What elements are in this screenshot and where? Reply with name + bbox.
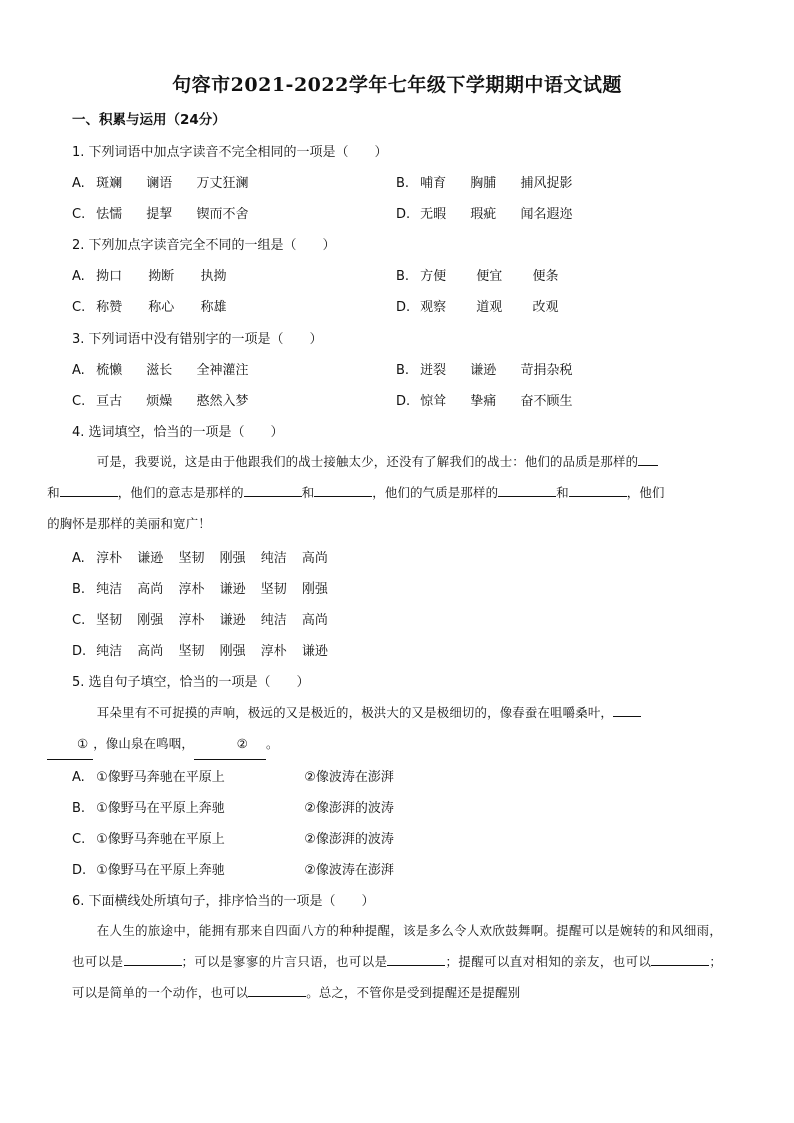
fill-blank[interactable] xyxy=(569,482,627,497)
option-word: 怯懦 xyxy=(96,207,123,222)
passage-text: 在人生的旅途中，能拥有那来自四面八方的种种提醒，该是多么令人欢欣鼓舞啊。提醒可以是婉转的和风细雨，也可以是 xyxy=(72,923,722,969)
q4-option-a[interactable] xyxy=(72,547,348,566)
option-word: 淳朴 xyxy=(178,613,205,628)
q1-option-c[interactable] xyxy=(72,203,268,222)
option-word: 高尚 xyxy=(137,644,164,659)
q1-option-d[interactable] xyxy=(396,203,592,222)
section-heading: 一、积累与运用（24分） xyxy=(72,112,226,128)
option-word: 纯洁 xyxy=(96,644,123,659)
option-letter: D. xyxy=(396,394,411,409)
option-clause-1: ①像野马在平原上奔驰 xyxy=(96,863,225,878)
option-word: 亘古 xyxy=(96,394,123,409)
passage-text: 。总之，不管你是受到提醒还是提醒别 xyxy=(306,985,521,1000)
q4-passage xyxy=(47,446,722,539)
option-word: 坚韧 xyxy=(260,582,287,597)
option-word: 滋长 xyxy=(146,363,173,378)
option-clause-2: ②像波涛在澎湃 xyxy=(304,770,394,785)
option-word: 捕风捉影 xyxy=(520,176,573,191)
option-word: 道观 xyxy=(476,300,503,315)
option-letter: B. xyxy=(396,176,410,191)
option-word: 谦逊 xyxy=(301,644,328,659)
q5-option-d[interactable] xyxy=(72,859,394,878)
passage-text: 和 xyxy=(47,485,60,500)
option-word: 高尚 xyxy=(301,613,328,628)
option-letter: C. xyxy=(72,207,86,222)
option-letter: D. xyxy=(72,863,87,878)
option-letter: A. xyxy=(72,363,85,378)
q3-option-c[interactable] xyxy=(72,390,268,409)
option-word: 刚强 xyxy=(219,644,246,659)
q5-option-b[interactable] xyxy=(72,797,394,816)
blank-number-1[interactable] xyxy=(47,728,93,760)
q2-option-d[interactable] xyxy=(396,296,578,315)
option-word: 坚韧 xyxy=(96,613,123,628)
option-word: 谦逊 xyxy=(470,363,497,378)
option-word: 坚韧 xyxy=(178,644,205,659)
passage-text: 和 xyxy=(301,485,315,500)
passage-text: ；可以是寥寥的片言只语，也可以是 xyxy=(181,954,388,969)
option-word: 坚韧 xyxy=(178,551,205,566)
fill-blank[interactable] xyxy=(638,451,658,466)
fill-blank[interactable] xyxy=(60,482,118,497)
question-2-stem: 2. 下列加点字读音完全不同的一组是（ ） xyxy=(72,238,336,253)
option-word: 刚强 xyxy=(301,582,328,597)
option-word: 高尚 xyxy=(137,582,164,597)
passage-text: 和 xyxy=(556,485,569,500)
fill-blank[interactable] xyxy=(248,982,306,997)
option-letter: C. xyxy=(72,613,86,628)
option-word: 方便 xyxy=(420,269,447,284)
fill-blank[interactable] xyxy=(124,951,182,966)
option-word: 高尚 xyxy=(301,551,328,566)
option-word: 万丈狂澜 xyxy=(196,176,249,191)
question-3-stem: 3. 下列词语中没有错别字的一项是（ ） xyxy=(72,332,323,347)
option-word: 淳朴 xyxy=(178,582,205,597)
option-letter: A. xyxy=(72,176,85,191)
option-word: 淳朴 xyxy=(260,644,287,659)
question-4-stem: 4. 选词填空，恰当的一项是（ ） xyxy=(72,425,284,440)
option-clause-2: ②像澎湃的波涛 xyxy=(304,832,394,847)
option-word: 谦逊 xyxy=(219,582,246,597)
option-word: 谦逊 xyxy=(137,551,164,566)
page-title: 句容市2021-2022学年七年级下学期期中语文试题 xyxy=(172,74,622,96)
question-5-stem: 5. 选自句子填空，恰当的一项是（ ） xyxy=(72,675,310,690)
option-letter: B. xyxy=(72,801,86,816)
option-word: 斑斓 xyxy=(96,176,123,191)
passage-text: 。 xyxy=(265,736,279,751)
passage-text: ；提醒可以直对相知的亲友，也可以 xyxy=(445,954,652,969)
question-1-stem: 1. 下列词语中加点字读音不完全相同的一项是（ ） xyxy=(72,145,388,160)
q2-option-a[interactable] xyxy=(72,265,246,284)
q4-option-b[interactable] xyxy=(72,578,348,597)
passage-text: ，他们的意志是那样的 xyxy=(117,485,244,500)
option-clause-1: ①像野马奔驰在平原上 xyxy=(96,770,225,785)
blank-number-label: ② xyxy=(236,736,248,751)
option-word: 无暇 xyxy=(420,207,447,222)
passage-text: 耳朵里有不可捉摸的声响，极远的又是极近的，极洪大的又是极细切的，像春蚕在咀嚼桑叶， xyxy=(96,705,614,720)
q6-passage xyxy=(72,915,722,1008)
option-word: 惊耸 xyxy=(420,394,447,409)
option-word: 全神灌注 xyxy=(196,363,249,378)
q4-option-c[interactable] xyxy=(72,609,348,628)
option-word: 锲而不舍 xyxy=(196,207,249,222)
q1-option-a[interactable] xyxy=(72,172,268,191)
option-clause-2: ②像波涛在澎湃 xyxy=(304,863,394,878)
option-letter: B. xyxy=(396,363,410,378)
option-word: 便宜 xyxy=(476,269,503,284)
option-letter: C. xyxy=(72,394,86,409)
option-letter: B. xyxy=(72,582,86,597)
option-letter: D. xyxy=(396,207,411,222)
option-letter: D. xyxy=(72,644,87,659)
option-word: 拗断 xyxy=(148,269,175,284)
passage-text: 可是，我要说，这是由于他跟我们的战士接触太少，还没有了解我们的战士：他们的品质是那样的 xyxy=(96,454,639,469)
q3-option-d[interactable] xyxy=(396,390,592,409)
option-letter: B. xyxy=(396,269,410,284)
option-word: 烦燥 xyxy=(146,394,173,409)
option-word: 奋不顾生 xyxy=(520,394,573,409)
option-letter: A. xyxy=(72,269,85,284)
option-word: 刚强 xyxy=(219,551,246,566)
option-word: 梳懒 xyxy=(96,363,123,378)
fill-blank[interactable] xyxy=(314,482,372,497)
option-word: 谰语 xyxy=(146,176,173,191)
option-word: 观察 xyxy=(420,300,447,315)
q5-option-c[interactable] xyxy=(72,828,394,847)
option-word: 便条 xyxy=(532,269,559,284)
fill-blank[interactable] xyxy=(498,482,556,497)
option-word: 执拗 xyxy=(200,269,227,284)
passage-text: ，他们 xyxy=(626,485,665,500)
passage-text: 的胸怀是那样的美丽和宽广！ xyxy=(47,516,211,531)
option-clause-2: ②像澎湃的波涛 xyxy=(304,801,394,816)
option-word: 纯洁 xyxy=(96,582,123,597)
option-letter: A. xyxy=(72,770,85,785)
fill-blank[interactable] xyxy=(651,951,709,966)
passage-text: ，他们的气质是那样的 xyxy=(372,485,499,500)
option-word: 憨然入梦 xyxy=(196,394,249,409)
fill-blank[interactable] xyxy=(244,482,302,497)
option-clause-1: ①像野马奔驰在平原上 xyxy=(96,832,225,847)
q3-option-b[interactable] xyxy=(396,359,592,378)
q2-option-b[interactable] xyxy=(396,265,578,284)
option-word: 哺育 xyxy=(420,176,447,191)
option-letter: C. xyxy=(72,832,86,847)
option-letter: C. xyxy=(72,300,86,315)
q5-passage xyxy=(72,697,722,760)
option-word: 称心 xyxy=(148,300,175,315)
option-word: 刚强 xyxy=(137,613,164,628)
option-word: 瑕疵 xyxy=(470,207,497,222)
option-word: 迸裂 xyxy=(420,363,447,378)
option-word: 纯洁 xyxy=(260,551,287,566)
option-word: 称赞 xyxy=(96,300,123,315)
fill-blank[interactable] xyxy=(613,702,641,717)
option-letter: A. xyxy=(72,551,85,566)
fill-blank[interactable] xyxy=(387,951,445,966)
blank-number-label: ① xyxy=(76,736,89,751)
option-word: 提挈 xyxy=(146,207,173,222)
option-word: 纯洁 xyxy=(260,613,287,628)
passage-text: ；可以是简单的一个动作，也可以 xyxy=(72,954,722,1000)
option-clause-1: ①像野马在平原上奔驰 xyxy=(96,801,225,816)
passage-text: ，像山泉在鸣咽， xyxy=(93,736,194,751)
option-word: 称雄 xyxy=(200,300,227,315)
question-6-stem: 6. 下面横线处所填句子，排序恰当的一项是（ ） xyxy=(72,894,375,909)
option-word: 挚痛 xyxy=(470,394,497,409)
option-word: 改观 xyxy=(532,300,559,315)
option-word: 闻名遐迩 xyxy=(520,207,573,222)
option-letter: D. xyxy=(396,300,411,315)
q1-option-b[interactable] xyxy=(396,172,592,191)
option-word: 苛捐杂税 xyxy=(520,363,573,378)
option-word: 谦逊 xyxy=(219,613,246,628)
option-word: 胸脯 xyxy=(470,176,497,191)
option-word: 淳朴 xyxy=(96,551,123,566)
q4-option-d[interactable] xyxy=(72,640,348,659)
q5-option-a[interactable] xyxy=(72,766,394,785)
blank-number-2[interactable] xyxy=(194,728,266,760)
option-word: 拗口 xyxy=(96,269,123,284)
q3-option-a[interactable] xyxy=(72,359,268,378)
q2-option-c[interactable] xyxy=(72,296,246,315)
